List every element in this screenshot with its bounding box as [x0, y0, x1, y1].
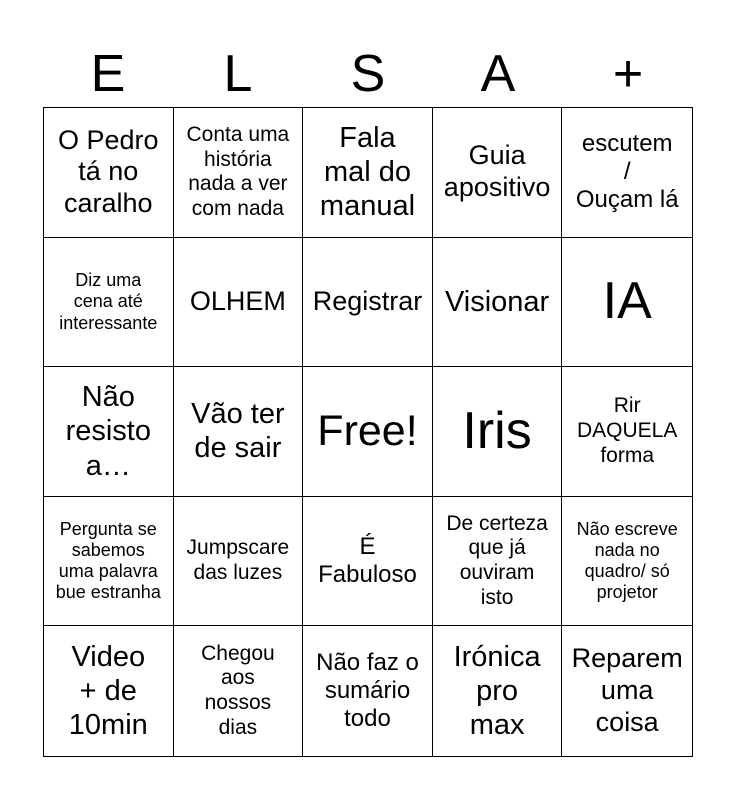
cell-text: Registrar — [312, 285, 423, 316]
bingo-cell[interactable] — [562, 238, 692, 368]
bingo-cell[interactable] — [174, 497, 304, 627]
bingo-cell[interactable] — [44, 367, 174, 497]
cell-text: Guia apositivo — [443, 140, 551, 203]
bingo-cell[interactable] — [174, 626, 304, 756]
bingo-cell[interactable] — [174, 238, 304, 368]
bingo-cell[interactable] — [303, 497, 433, 627]
cell-text: Não escreve nada no quadro/ só projetor — [576, 518, 678, 603]
bingo-cell[interactable] — [44, 238, 174, 368]
cell-text: IA — [602, 272, 652, 331]
bingo-cell[interactable] — [433, 497, 563, 627]
bingo-cell[interactable] — [174, 108, 304, 238]
bingo-cell[interactable] — [562, 626, 692, 756]
cell-text: O Pedro tá no caralho — [58, 124, 159, 219]
bingo-cell[interactable] — [303, 108, 433, 238]
bingo-cell[interactable] — [433, 238, 563, 368]
cell-text: Free! — [317, 407, 418, 456]
cell-text: Video + de 10min — [68, 640, 148, 742]
header-letter: E — [90, 45, 126, 103]
cell-text: Jumpscare das luzes — [186, 536, 290, 585]
cell-text: Diz uma cena até interessante — [59, 270, 158, 333]
cell-text: Visionar — [444, 285, 550, 318]
bingo-cell[interactable] — [562, 497, 692, 627]
cell-text: Não faz o sumário todo — [316, 648, 419, 733]
cell-text: Chegou aos nossos dias — [201, 641, 275, 739]
cell-text: De certeza que já ouviram isto — [446, 511, 548, 609]
cell-text: Conta uma história nada a ver com nada — [186, 122, 290, 221]
cell-text: É Fabuloso — [318, 532, 417, 589]
cell-text: Não resisto a… — [65, 381, 151, 482]
bingo-cell[interactable] — [174, 367, 304, 497]
bingo-cell[interactable] — [562, 108, 692, 238]
cell-text: Reparem uma coisa — [571, 643, 683, 738]
header-letter: S — [350, 45, 386, 103]
header-letter: L — [223, 45, 253, 103]
header-letter: + — [612, 45, 644, 103]
bingo-cell[interactable] — [44, 497, 174, 627]
cell-text: Irónica pro max — [453, 640, 541, 742]
bingo-header — [43, 40, 693, 108]
bingo-cell[interactable] — [433, 108, 563, 238]
cell-text: Fala mal do manual — [319, 121, 416, 223]
cell-text: Iris — [462, 401, 532, 460]
bingo-cell[interactable] — [433, 626, 563, 756]
bingo-cell[interactable] — [303, 626, 433, 756]
bingo-grid — [43, 107, 693, 757]
bingo-cell[interactable] — [562, 367, 692, 497]
bingo-cell[interactable] — [44, 108, 174, 238]
bingo-cell[interactable] — [303, 238, 433, 368]
cell-text: Vão ter de sair — [191, 398, 285, 465]
cell-text: OLHEM — [189, 285, 286, 316]
bingo-cell[interactable] — [433, 367, 563, 497]
bingo-cell[interactable] — [44, 626, 174, 756]
cell-text: escutem / Ouçam lá — [575, 129, 679, 214]
cell-text: Rir DAQUELA forma — [577, 394, 678, 467]
cell-text: Pergunta se sabemos uma palavra bue estranha — [55, 518, 161, 603]
free-cell[interactable] — [303, 367, 433, 497]
header-letter: A — [480, 45, 516, 103]
